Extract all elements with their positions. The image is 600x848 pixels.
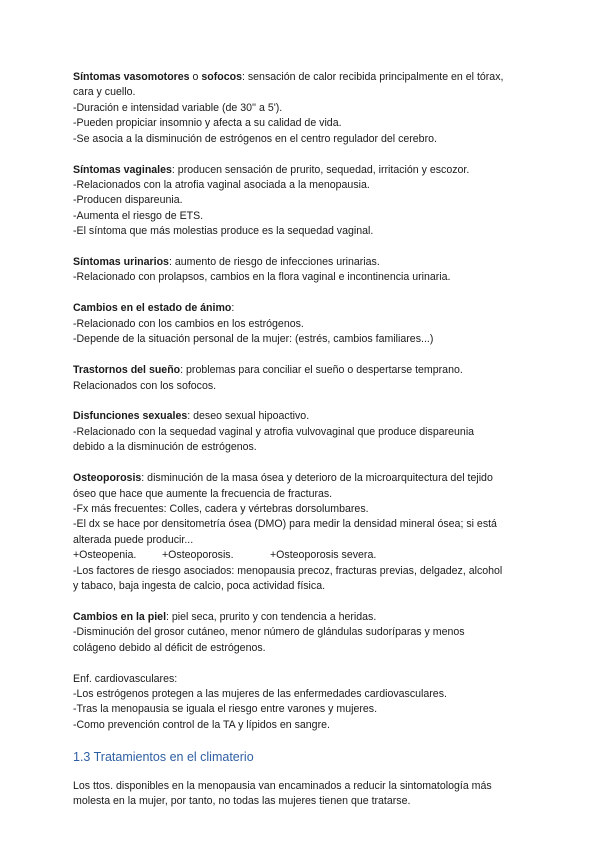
closing-paragraph [73,779,543,810]
list-item: -Como prevención control de la TA y lípidos en sangre. [73,718,330,731]
lead-text: : problemas para conciliar el sueño o despertarse temprano. [180,364,463,377]
level-osteoporosis: +Osteoporosis. [162,549,234,562]
list-item: colágeno debido al déficit de estrógenos. [73,641,266,654]
level-osteopenia: +Osteopenia. [73,549,137,562]
list-item: alterada puede producir... [73,533,194,546]
section-sexuales [73,409,543,455]
section-vaginales [73,163,543,240]
list-item: -Disminución del grosor cutáneo, menor número de glándulas sudoríparas y menos [73,626,465,639]
section-sueno [73,363,543,394]
lead-text: : piel seca, prurito y con tendencia a heridas. [166,610,377,623]
body-line: Los ttos. disponibles en la menopausia van encaminados a reducir la sintomatología más [73,779,492,792]
list-item: -Relacionado con los cambios en los estrógenos. [73,317,304,330]
list-item: -Pueden propiciar insomnio y afecta a su calidad de vida. [73,117,342,130]
section-animo [73,301,543,347]
lead-text: : deseo sexual hipoactivo. [187,410,310,423]
section-heading-tratamientos: 1.3 Tratamientos en el climaterio [73,749,254,764]
section-title-line [73,471,543,486]
level-osteoporosis-severa: +Osteoporosis severa. [270,549,377,562]
term-bold: Síntomas vaginales [73,163,172,176]
list-item: -Duración e intensidad variable (de 30'' a 5'). [73,101,283,114]
section-title-line [73,610,543,625]
list-item: -Relacionados con la atrofia vaginal asociada a la menopausia. [73,178,370,191]
list-item: -El síntoma que más molestias produce es la sequedad vaginal. [73,225,374,238]
list-item: debido a la disminución de estrógenos. [73,441,257,454]
lead-text: : disminución de la masa ósea y deterioro de la microarquitectura del tejido [141,472,493,485]
section-title-line [73,409,543,424]
term-bold: Síntomas urinarios [73,256,169,269]
section-piel [73,610,543,656]
section-title-line [73,363,543,378]
term-bold: Cambios en la piel [73,610,167,623]
lead-text: : producen sensación de prurito, sequedad, irritación y escozor. [171,163,470,176]
section-title-line: Enf. cardiovasculares: [73,672,178,685]
section-title-line [73,163,543,178]
connector-text: o [189,71,202,83]
list-item: y tabaco, baja ingesta de calcio, poca actividad física. [73,579,326,592]
section-title-line [73,301,543,316]
list-item: -Se asocia a la disminución de estrógenos en el centro regulador del cerebro. [73,132,437,145]
term-bold: sofocos [201,71,242,83]
body-line: molesta en la mujer, por tanto, no todas las mujeres tienen que tratarse. [73,795,411,808]
list-item: -Producen dispareunia. [73,194,183,207]
list-item: -Fx más frecuentes: Colles, cadera y vértebras dorsolumbares. [73,502,369,515]
list-item: -Relacionado con la sequedad vaginal y atrofia vulvovaginal que produce dispareunia [73,425,475,438]
osteo-levels-line [73,548,543,563]
lead-text: : aumento de riesgo de infecciones urinarias. [168,256,380,269]
lead-text: : [231,302,235,315]
list-item: -Los estrógenos protegen a las mujeres de las enfermedades cardiovasculares. [73,688,447,700]
document-page [73,70,543,825]
list-item: -Tras la menopausia se iguala el riesgo entre varones y mujeres. [73,703,378,716]
list-item: -Los factores de riesgo asociados: menopausia precoz, fracturas previas, delgadez, alcohol [73,564,503,577]
term-bold: Osteoporosis [73,472,142,485]
list-item: -Relacionado con prolapsos, cambios en la flora vaginal e incontinencia urinaria. [73,271,451,284]
section-osteoporosis [73,471,543,594]
body-line: cara y cuello. [73,86,136,99]
term-bold: Síntomas vasomotores [73,71,190,83]
list-item: -El dx se hace por densitometría ósea (DMO) para medir la densidad mineral ósea; si está [73,518,497,531]
section-urinarios [73,255,543,286]
term-bold: Cambios en el estado de ánimo [73,302,232,315]
list-item: -Aumenta el riesgo de ETS. [73,209,204,222]
section-vasomotores [73,70,543,147]
list-item: óseo que hace que aumente la frecuencia de fracturas. [73,487,333,500]
term-bold: Trastornos del sueño [73,364,181,377]
list-item: -Depende de la situación personal de la mujer: (estrés, cambios familiares...) [73,333,434,346]
lead-text: : sensación de calor recibida principalmente en el tórax, [241,71,504,83]
list-item: Relacionados con los sofocos. [73,379,217,392]
section-title-line [73,255,543,270]
term-bold: Disfunciones sexuales [73,410,188,423]
section-cardio [73,672,543,734]
section-title-line [73,70,543,85]
